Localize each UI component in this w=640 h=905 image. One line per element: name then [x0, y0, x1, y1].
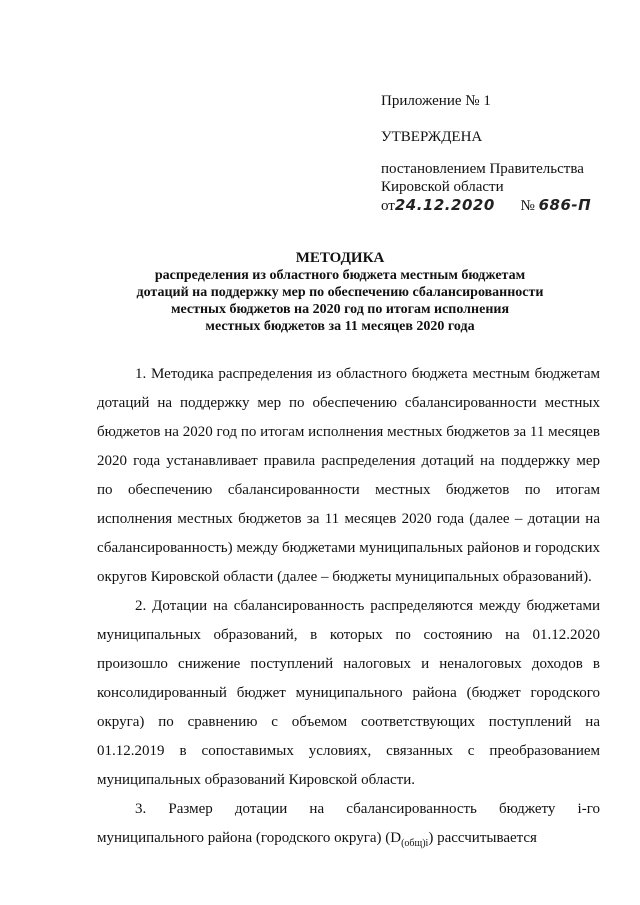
title-line-4: местных бюджетов за 11 месяцев 2020 года [205, 319, 475, 334]
paragraph-3-start: 3. Размер дотации на сбалансированность бюджету i-го муниципального района (городского округа) (D [97, 801, 600, 846]
document-body [97, 360, 600, 858]
appendix-label: Приложение № 1 [381, 93, 491, 109]
approved-label: УТВЕРЖДЕНА [381, 129, 483, 145]
title-line-1: распределения из областного бюджета местным бюджетам [154, 268, 526, 283]
decree-line-2: Кировской области [381, 179, 504, 195]
number-sign: № [520, 198, 535, 214]
title-main: МЕТОДИКА [295, 250, 385, 266]
from-label: от [381, 198, 395, 214]
paragraph-3-end: ) рассчитывается [428, 830, 537, 846]
handwritten-date: 24.12.2020 [394, 196, 495, 214]
paragraph-3-subscript: (общ)i [401, 838, 429, 849]
paragraph-3 [97, 795, 600, 858]
approval-stamp [381, 92, 621, 215]
handwritten-number: 686-П [538, 196, 592, 214]
document-title [100, 250, 580, 335]
paragraph-2: 2. Дотации на сбалансированность распределяются между бюджетами муниципальных образований, в которых по состоянию на 01.12.2020 произошло снижение поступлений налоговых и неналоговых доходов в консолидированный бюджет муниципального района (бюджет городского округа) по сравнению с объемом соответствующих поступлений на 01.12.2019 в сопоставимых условиях, связанных с преобразованием муниципальных образований Кировской области. [97, 598, 600, 788]
title-line-2: дотаций на поддержку мер по обеспечению сбалансированности [136, 285, 544, 300]
date-number-line [381, 196, 621, 215]
decree-line-1: постановлением Правительства [381, 161, 584, 177]
paragraph-1: 1. Методика распределения из областного бюджета местным бюджетам дотаций на поддержку мер по обеспечению сбалансированности местных бюджетов на 2020 год по итогам исполнения местных бюджетов за 11 месяцев 2020 года устанавливает правила распределения дотаций на поддержку мер по обеспечению сбалансированности местных бюджетов по итогам исполнения местных бюджетов за 11 месяцев 2020 года (далее – дотации на сбалансированность) между бюджетами муниципальных районов и городских округов Кировской области (далее – бюджеты муниципальных образований). [97, 366, 600, 585]
title-line-3: местных бюджетов на 2020 год по итогам исполнения [170, 302, 510, 317]
